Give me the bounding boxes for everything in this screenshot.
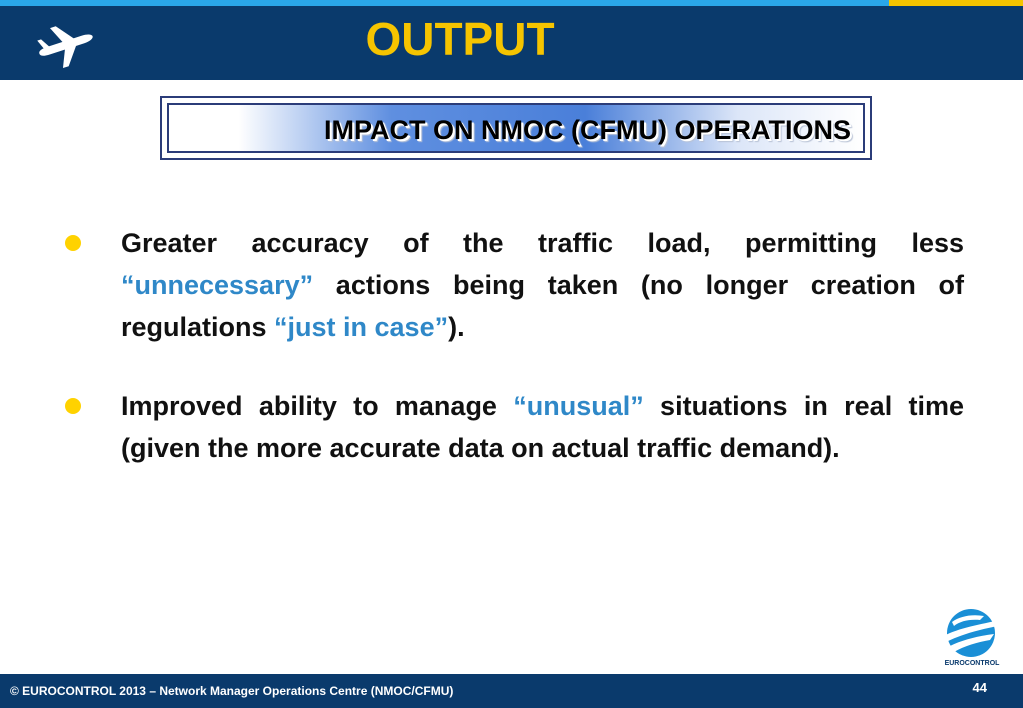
bullet-list (60, 222, 964, 506)
header-bar (0, 6, 1023, 80)
logo-text: EUROCONTROL (944, 660, 1000, 667)
highlight-text: “unusual” (513, 391, 644, 421)
bullet-text (121, 385, 964, 469)
text-segment: actions being taken (no longer creation of regulations (121, 270, 964, 342)
list-item (60, 222, 964, 348)
page-title: OUTPUT (365, 13, 555, 65)
list-item (60, 385, 964, 469)
text-segment: Improved ability to manage (121, 391, 514, 421)
footer-copyright: © EUROCONTROL 2013 – Network Manager Operations Centre (NMOC/CFMU) (10, 684, 454, 698)
highlight-text: “unnecessary” (121, 270, 314, 300)
text-segment: Greater accuracy of the traffic load, permitting less (121, 228, 964, 258)
bullet-dot-icon (65, 398, 81, 414)
text-segment: ). (448, 312, 465, 342)
subtitle-box (160, 96, 872, 160)
highlight-text: “just in case” (274, 312, 449, 342)
bullet-dot-icon (65, 235, 81, 251)
subtitle-text: IMPACT ON NMOC (CFMU) OPERATIONS (324, 115, 851, 145)
footer-bar (0, 674, 1023, 708)
bullet-text (121, 222, 964, 348)
airplane-icon (34, 18, 98, 72)
subtitle-box-inner (167, 103, 865, 153)
page-number: 44 (972, 680, 987, 695)
text-segment: situations in real time (given the more accurate data on actual traffic demand). (121, 391, 964, 463)
